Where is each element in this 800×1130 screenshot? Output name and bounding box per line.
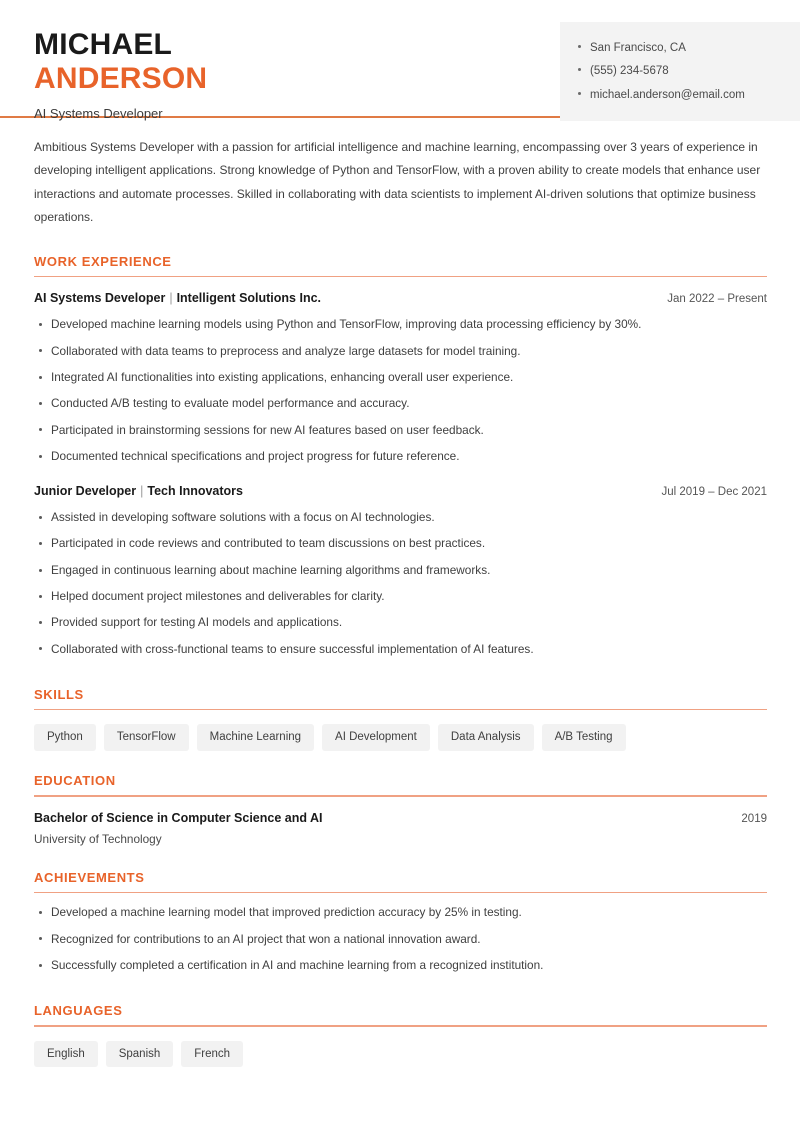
- skill-pill: TensorFlow: [104, 724, 189, 751]
- contact-item-phone[interactable]: [578, 60, 784, 84]
- experience-bullet: Participated in brainstorming sessions for new AI features based on user feedback.: [34, 417, 767, 443]
- section-divider: [34, 276, 767, 278]
- section-divider: [34, 892, 767, 894]
- experience-company: Intelligent Solutions Inc.: [176, 291, 322, 306]
- language-pill: English: [34, 1041, 98, 1068]
- skills-pill-list: [34, 724, 767, 751]
- experience-role: AI Systems Developer: [34, 291, 166, 306]
- contact-email-text: michael.anderson@email.com: [590, 88, 745, 101]
- section-title-languages: LANGUAGES: [34, 1003, 123, 1019]
- contact-info-box: [560, 22, 800, 121]
- contact-item-location: [578, 36, 784, 60]
- section-work-experience: [34, 254, 767, 663]
- experience-bullet: Documented technical specifications and project progress for future reference.: [34, 444, 767, 470]
- skill-pill: Python: [34, 724, 96, 751]
- experience-entry-header: [34, 484, 767, 498]
- contact-location-text: San Francisco, CA: [590, 41, 686, 54]
- experience-separator: |: [140, 483, 144, 498]
- achievements-bullet-list: [34, 900, 767, 979]
- education-degree: Bachelor of Science in Computer Science and AI: [34, 810, 323, 825]
- experience-bullet: Collaborated with data teams to preprocess and analyze large datasets for model training.: [34, 338, 767, 364]
- professional-summary: Ambitious Systems Developer with a passion for artificial intelligence and machine learning, encompassing over 3 years of experience in developing intelligent applications. Strong knowledge of Python and TensorFlow, with a proven ability to create models that enhance user interactions and automate processes. Skilled in collaborating with data scientists to implement AI-driven solutions that optimize business operations.: [34, 140, 761, 225]
- professional-title: AI Systems Developer: [34, 106, 163, 122]
- achievement-bullet: Recognized for contributions to an AI project that won a national innovation award.: [34, 926, 767, 952]
- section-divider: [34, 709, 767, 711]
- education-institution: University of Technology: [34, 831, 162, 846]
- education-entry-header: [34, 811, 767, 825]
- last-name: ANDERSON: [34, 61, 208, 95]
- experience-bullet: Provided support for testing AI models and applications.: [34, 610, 767, 636]
- skill-pill: Machine Learning: [197, 724, 314, 751]
- section-title-work-experience: WORK EXPERIENCE: [34, 253, 172, 269]
- experience-bullet: Engaged in continuous learning about machine learning algorithms and frameworks.: [34, 558, 767, 584]
- resume-header: [0, 0, 800, 122]
- achievement-bullet: Developed a machine learning model that improved prediction accuracy by 25% in testing.: [34, 900, 767, 926]
- experience-bullet-list: [34, 505, 767, 663]
- bullet-icon: [578, 45, 581, 48]
- experience-bullet-list: [34, 312, 767, 470]
- languages-pill-list: [34, 1041, 767, 1068]
- contact-phone-text: (555) 234-5678: [590, 65, 669, 78]
- experience-bullet: Participated in code reviews and contributed to team discussions on best practices.: [34, 531, 767, 557]
- section-divider: [34, 1025, 767, 1027]
- bullet-icon: [578, 68, 581, 71]
- experience-bullet: Conducted A/B testing to evaluate model performance and accuracy.: [34, 391, 767, 417]
- section-skills: [34, 687, 767, 751]
- experience-entry-header: [34, 291, 767, 305]
- experience-bullet: Collaborated with cross-functional teams to ensure successful implementation of AI features.: [34, 636, 767, 662]
- section-title-skills: SKILLS: [34, 686, 84, 702]
- section-education: [34, 773, 767, 846]
- experience-heading: [34, 484, 243, 498]
- skill-pill: AI Development: [322, 724, 430, 751]
- achievement-bullet: Successfully completed a certification in AI and machine learning from a recognized institution.: [34, 953, 767, 979]
- experience-separator: |: [169, 291, 173, 306]
- experience-date: Jul 2019 – Dec 2021: [661, 485, 767, 498]
- experience-date: Jan 2022 – Present: [667, 293, 767, 306]
- contact-item-email[interactable]: [578, 83, 784, 107]
- section-achievements: [34, 870, 767, 979]
- language-pill: Spanish: [106, 1041, 174, 1068]
- section-divider: [34, 795, 767, 797]
- bullet-icon: [578, 92, 581, 95]
- experience-entry: [34, 291, 767, 470]
- experience-role: Junior Developer: [34, 483, 137, 498]
- education-entry: [34, 811, 767, 846]
- section-title-achievements: ACHIEVEMENTS: [34, 869, 145, 885]
- skill-pill: Data Analysis: [438, 724, 534, 751]
- experience-heading: [34, 291, 321, 305]
- section-languages: [34, 1003, 767, 1067]
- experience-bullet: Developed machine learning models using Python and TensorFlow, improving data processing efficiency by 30%.: [34, 312, 767, 338]
- experience-entry: [34, 484, 767, 663]
- education-year: 2019: [741, 812, 767, 825]
- section-title-education: EDUCATION: [34, 772, 116, 788]
- first-name: MICHAEL: [34, 28, 173, 61]
- experience-bullet: Assisted in developing software solutions with a focus on AI technologies.: [34, 505, 767, 531]
- experience-bullet: Integrated AI functionalities into existing applications, enhancing overall user experience.: [34, 365, 767, 391]
- language-pill: French: [181, 1041, 243, 1068]
- header-identity: [0, 22, 207, 121]
- resume-body: [0, 118, 800, 1067]
- experience-bullet: Helped document project milestones and deliverables for clarity.: [34, 584, 767, 610]
- experience-company: Tech Innovators: [147, 483, 243, 498]
- skill-pill: A/B Testing: [542, 724, 626, 751]
